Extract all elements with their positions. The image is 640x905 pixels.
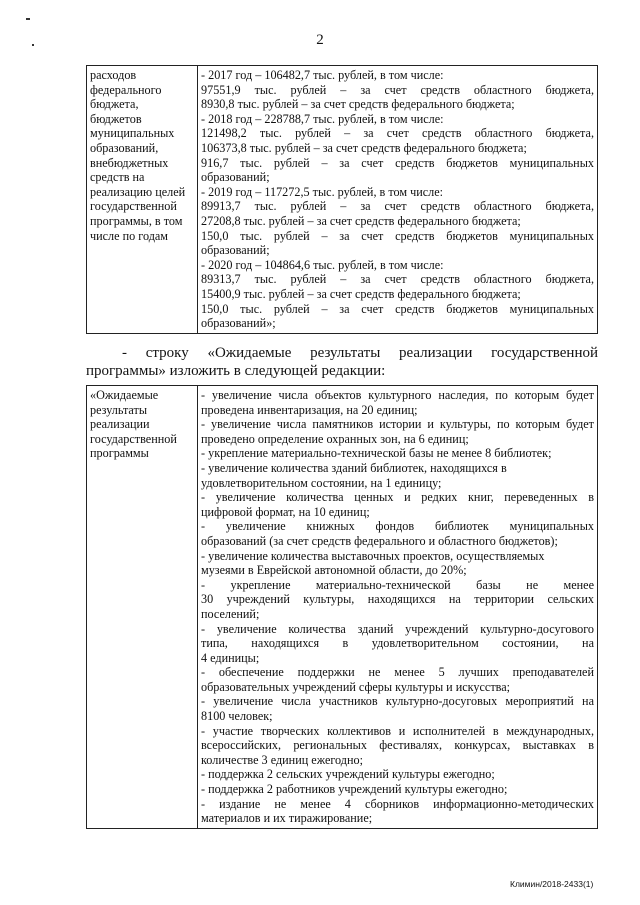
financing-value-line: 89913,7 тыс. рублей – за счет средств областного бюджета, [201, 199, 594, 214]
financing-label-cell [87, 66, 198, 334]
financing-value-line: 916,7 тыс. рублей – за счет средств бюджетов муниципальных [201, 155, 594, 170]
financing-value-line: 106373,8 тыс. рублей – за счет средств федерального бюджета; [201, 140, 527, 155]
amendment-paragraph [86, 344, 598, 380]
results-value-line: типа, находящихся в удовлетворительном состоянии, на [201, 636, 594, 651]
financing-label-line: программы, в том [90, 213, 183, 228]
financing-value-line: образований»; [201, 316, 276, 331]
results-value-line: - увеличение числа памятников истории и культуры, по которым будет [201, 417, 594, 432]
results-value-line: образований (за счет средств федерального и областного бюджетов); [201, 533, 558, 548]
financing-values-cell [198, 66, 598, 334]
paragraph-line: - строку «Ожидаемые результаты реализации государственной [122, 345, 598, 361]
results-value-line: - укрепление материально-технической базы не менее 8 библиотек; [201, 446, 552, 461]
financing-label-line: бюджетов [90, 111, 142, 126]
results-value-line: 4 единицы; [201, 650, 260, 665]
results-value-line: 8100 человек; [201, 709, 273, 724]
results-label-cell [87, 386, 198, 829]
results-value-line: - увеличение книжных фондов библиотек муниципальных [201, 519, 594, 534]
financing-label-line: муниципальных [90, 126, 175, 141]
page-number: 2 [316, 32, 324, 48]
financing-value-line: 121498,2 тыс. рублей – за счет средств областного бюджета, [201, 126, 594, 141]
results-value-line: поселений; [201, 606, 260, 621]
financing-label-line: бюджета, [90, 97, 139, 112]
results-value-line: количестве 3 единиц ежегодно; [201, 752, 364, 767]
results-value-line: - обеспечение поддержки не менее 5 лучших преподавателей [201, 665, 594, 680]
results-label-line: реализации [90, 417, 150, 432]
results-value-line: - поддержка 2 работников учреждений культуры ежегодно; [201, 782, 508, 797]
results-value-line: - увеличение количества выставочных проектов, осуществляемых [201, 548, 545, 563]
results-label-line: результаты [90, 402, 148, 417]
financing-label-line: федерального [90, 82, 162, 97]
results-value-line: - участие творческих коллективов и исполнителей в международных, [201, 723, 594, 738]
financing-value-line: - 2020 год – 104864,6 тыс. рублей, в том числе: [201, 257, 444, 272]
financing-value-line: 15400,9 тыс. рублей – за счет средств федерального бюджета; [201, 286, 521, 301]
results-value-line: удовлетворительном состоянии, на 1 единицу; [201, 475, 442, 490]
results-label-line: программы [90, 446, 149, 461]
financing-value-line: 8930,8 тыс. рублей – за счет средств федерального бюджета; [201, 97, 515, 112]
results-value-line: цифровой формат, на 10 единиц; [201, 504, 370, 519]
financing-label-line: реализацию целей [90, 184, 186, 199]
results-value-line: - поддержка 2 сельских учреждений культуры ежегодно; [201, 767, 495, 782]
results-values-cell [198, 386, 598, 829]
results-label-line: государственной [90, 431, 177, 446]
financing-value-line: - 2019 год – 117272,5 тыс. рублей, в том числе: [201, 184, 444, 199]
financing-table [86, 65, 598, 334]
results-value-line: 30 учреждений культуры, находящихся на территории сельских [201, 592, 594, 607]
results-value-line: - увеличение числа объектов культурного наследия, по которым будет [201, 388, 594, 402]
financing-value-line: - 2017 год – 106482,7 тыс. рублей, в том числе: [201, 68, 444, 82]
results-value-line: - издание не менее 4 сборников информационно-методических [201, 796, 594, 811]
results-value-line: - увеличение числа участников культурно-досуговых мероприятий на [201, 694, 594, 709]
financing-label-line: средств на [90, 170, 145, 185]
financing-value-line: 97551,9 тыс. рублей – за счет средств областного бюджета, [201, 82, 594, 97]
financing-label-line: числе по годам [90, 228, 169, 243]
results-value-line: - укрепление материально-технической базы не менее [201, 577, 594, 592]
financing-label-line: государственной [90, 199, 177, 214]
results-value-line: - увеличение количества ценных и редких книг, переведенных в [201, 490, 594, 505]
financing-value-line: 150,0 тыс. рублей – за счет средств бюджетов муниципальных [201, 301, 594, 316]
expected-results-table [86, 385, 598, 829]
financing-label-line: расходов [90, 68, 137, 82]
scan-mark [26, 18, 30, 20]
paragraph-line: программы» изложить в следующей редакции: [86, 363, 386, 379]
results-value-line: - увеличение количества зданий учреждений культурно-досугового [201, 621, 594, 636]
results-value-line: проведена инвентаризация, на 20 единиц; [201, 402, 418, 417]
results-label-line: «Ожидаемые [90, 388, 159, 402]
financing-label-line: внебюджетных [90, 155, 169, 170]
financing-label-line: образований, [90, 140, 159, 155]
results-value-line: образовательных учреждений сферы культуры и искусства; [201, 679, 511, 694]
results-value-line: - увеличение количества зданий библиотек, находящихся в [201, 460, 507, 475]
financing-value-line: 150,0 тыс. рублей – за счет средств бюджетов муниципальных [201, 228, 594, 243]
financing-value-line: 89313,7 тыс. рублей – за счет средств областного бюджета, [201, 272, 594, 287]
results-value-line: музеями в Еврейской автономной области, до 20%; [201, 563, 467, 578]
document-footer-code: Климин/2018-2433(1) [510, 879, 594, 889]
results-value-line: проведено определение охранных зон, на 6 единиц; [201, 431, 469, 446]
financing-value-line: - 2018 год – 228788,7 тыс. рублей, в том числе: [201, 111, 444, 126]
financing-value-line: образований; [201, 243, 270, 258]
results-value-line: материалов и их тиражирование; [201, 811, 373, 826]
results-value-line: всероссийских, региональных фестивалях, конкурсах, выставках в [201, 738, 594, 753]
financing-value-line: 27208,8 тыс. рублей – за счет средств федерального бюджета; [201, 213, 521, 228]
financing-value-line: образований; [201, 170, 270, 185]
